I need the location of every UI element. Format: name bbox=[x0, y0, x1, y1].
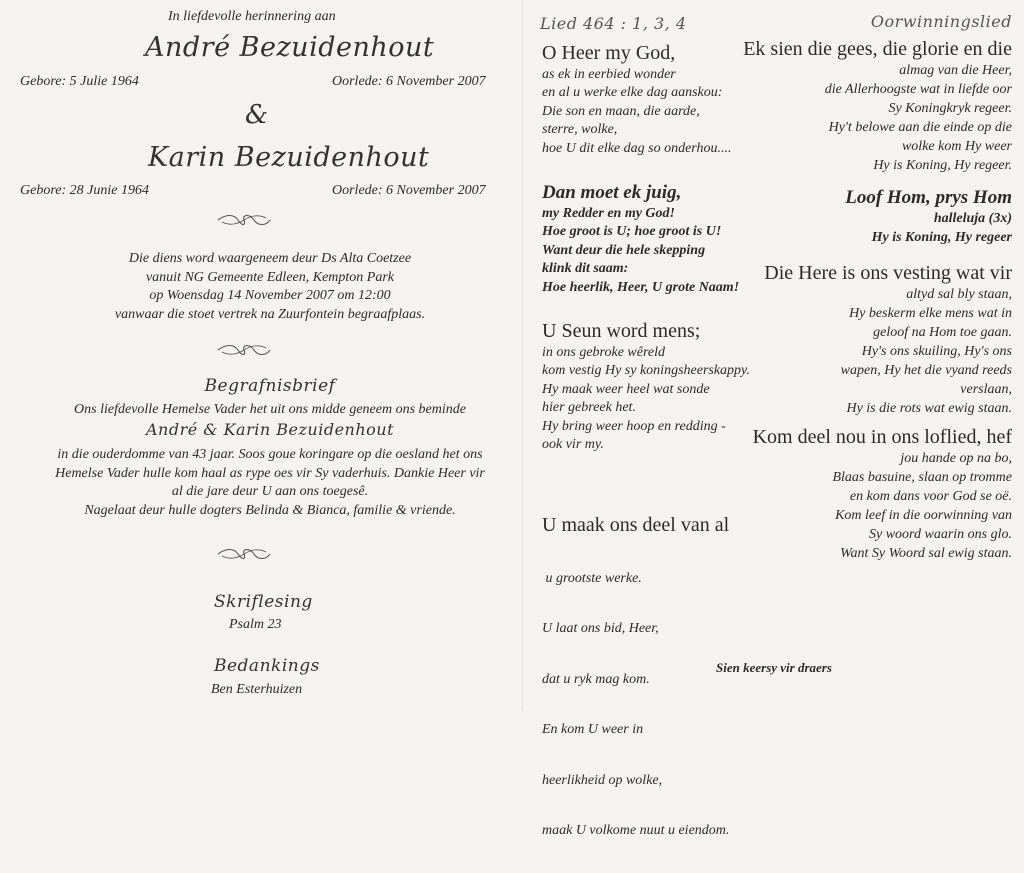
song-line: wolke kom Hy weer bbox=[901, 139, 1012, 154]
funeral-letter-names: André & Karin Bezuidenhout bbox=[145, 420, 395, 439]
hymn-line: Hoe heerlik, Heer, U grote Naam! bbox=[542, 279, 740, 295]
hymn-line: hoe U dit elke dag so onderhou.... bbox=[542, 140, 732, 156]
song-line-text: Kom deel nou in ons loflied, hef bbox=[752, 426, 1012, 448]
song-line-text: Loof Hom, prys Hom bbox=[845, 187, 1012, 208]
song-line bbox=[845, 188, 1012, 209]
thanks-heading: Bedankings bbox=[214, 656, 320, 676]
song-line bbox=[753, 428, 1012, 449]
song-line: almag van die Heer, bbox=[899, 63, 1012, 78]
song-line: Hy's ons skuiling, Hy's ons bbox=[861, 344, 1012, 359]
song-line: Want Sy Woord sal ewig staan. bbox=[840, 546, 1012, 561]
song-line: altyd sal bly staan, bbox=[906, 287, 1012, 302]
memorial-header: In liefdevolle herinnering aan bbox=[168, 9, 336, 24]
hymn-line-text: Dan moet ek juig, bbox=[542, 182, 682, 203]
service-details bbox=[20, 250, 520, 324]
song-line: Hy beskerm elke mens wat in bbox=[849, 306, 1012, 321]
hymn-line: Die son en maan, die aarde, bbox=[542, 103, 700, 119]
hymn-verse-1 bbox=[542, 44, 732, 158]
hymn-line: maak U volkome nuut u eiendom. bbox=[542, 823, 730, 838]
service-line: op Woensdag 14 November 2007 om 12:00 bbox=[149, 288, 391, 303]
song-line bbox=[764, 264, 1012, 285]
funeral-letter-body bbox=[20, 446, 520, 520]
song-line: Hy is Koning, Hy regeer bbox=[871, 230, 1012, 245]
song-line: verslaan, bbox=[960, 382, 1012, 397]
service-line: Die diens word waargeneem deur Ds Alta Coetzee bbox=[128, 251, 412, 266]
hymn-line bbox=[542, 184, 739, 205]
song-line: Blaas basuine, slaan op tromme bbox=[832, 470, 1012, 485]
hymn-line bbox=[542, 44, 732, 66]
hymn-line: Hy bring weer hoop en redding - bbox=[542, 418, 726, 434]
song-line: Kom leef in die oorwinning van bbox=[835, 508, 1012, 523]
hymn-line bbox=[542, 322, 750, 344]
service-line: vanuit NG Gemeente Edleen, Kempton Park bbox=[145, 269, 395, 285]
funeral-body-line: al die jare deur U aan ons toegesê. bbox=[171, 484, 369, 499]
song-line: Hy is Koning, Hy regeer. bbox=[873, 158, 1012, 173]
hymn-line: my Redder en my God! bbox=[542, 205, 675, 221]
funeral-letter-heading: Begrafnisbrief bbox=[204, 376, 336, 396]
victory-verse-2 bbox=[764, 264, 1012, 418]
victory-verse-1 bbox=[743, 40, 1012, 175]
hymn-line: ook vir my. bbox=[542, 437, 604, 452]
victory-verse-3 bbox=[753, 428, 1012, 563]
hymn-title: Lied 464 : 1, 3, 4 bbox=[540, 14, 687, 33]
deceased-name-2: Karin Bezuidenhout bbox=[148, 142, 430, 173]
hymn-line: klink dit saam: bbox=[542, 261, 629, 276]
hymn-line: in ons gebroke wêreld bbox=[542, 344, 665, 360]
song-line: Hy't belowe aan die einde op die bbox=[828, 120, 1012, 135]
born-date-1: Gebore: 5 Julie 1964 bbox=[20, 74, 139, 89]
hymn-line: en al u werke elke dag aanskou: bbox=[542, 85, 723, 100]
song-line bbox=[743, 40, 1012, 61]
hymn-line: heerlikheid op wolke, bbox=[542, 772, 663, 788]
hymn-line-text: O Heer my God, bbox=[542, 42, 676, 64]
hymn-line: dat u ryk mag kom. bbox=[542, 671, 650, 687]
hymn-line: Want deur die hele skepping bbox=[542, 242, 706, 258]
funeral-body-line: Hemelse Vader hulle kom haal as rype oes vir Sy vaderhuis. Dankie Heer vir bbox=[55, 465, 485, 481]
song-line: geloof na Hom toe gaan. bbox=[873, 325, 1012, 340]
song-line-text: Ek sien die gees, die glorie en die bbox=[743, 38, 1012, 60]
ampersand: & bbox=[245, 100, 269, 130]
hymn-line: En kom U weer in bbox=[542, 722, 644, 737]
hymn-chorus bbox=[542, 184, 739, 297]
hymn-line: u grootste werke. bbox=[542, 570, 642, 586]
song-line: jou hande op na bo, bbox=[900, 451, 1012, 466]
flourish-divider-icon bbox=[216, 342, 272, 358]
hymn-line: as ek in eerbied wonder bbox=[542, 66, 676, 82]
hymn-line: kom vestig Hy sy koningsheerskappy. bbox=[542, 363, 750, 378]
hymn-line: hier gebreek het. bbox=[542, 400, 636, 415]
hymn-verse-3 bbox=[542, 484, 729, 873]
page-fold bbox=[522, 0, 523, 710]
song-line-text: Die Here is ons vesting wat vir bbox=[764, 262, 1012, 284]
pallbearers-note: Sien keersy vir draers bbox=[716, 660, 832, 675]
hymn-line-text: U maak ons deel van al bbox=[542, 514, 730, 536]
flourish-divider-icon bbox=[216, 546, 272, 562]
deceased-name-1: André Bezuidenhout bbox=[145, 32, 435, 63]
song-line: die Allerhoogste wat in liefde oor bbox=[824, 82, 1012, 97]
song-line: Sy woord waarin ons glo. bbox=[869, 527, 1012, 542]
song-line: Hy is die rots wat ewig staan. bbox=[846, 401, 1012, 416]
funeral-body-line: Nagelaat deur hulle dogters Belinda & Bianca, familie & vriende. bbox=[84, 502, 456, 518]
hymn-line: Hoe groot is U; hoe groot is U! bbox=[542, 224, 722, 239]
hymn-line: Hy maak weer heel wat sonde bbox=[542, 381, 710, 397]
funeral-body-line: in die ouderdomme van 43 jaar. Soos goue koringare op die oesland het ons bbox=[57, 447, 483, 462]
funeral-letter-intro: Ons liefdevolle Hemelse Vader het uit ons midde geneem ons beminde bbox=[74, 402, 466, 417]
flourish-divider-icon bbox=[216, 212, 272, 228]
hymn-verse-2 bbox=[542, 322, 750, 455]
hymn-line: U laat ons bid, Heer, bbox=[542, 621, 659, 636]
scripture-reading: Psalm 23 bbox=[229, 617, 282, 632]
victory-song-title: Oorwinningslied bbox=[870, 12, 1012, 31]
born-date-2: Gebore: 28 Junie 1964 bbox=[20, 183, 149, 198]
service-line: vanwaar die stoet vertrek na Zuurfontein begraafplaas. bbox=[114, 306, 426, 322]
song-line: wapen, Hy het die vyand reeds bbox=[840, 363, 1012, 378]
song-line: Sy Koningkryk regeer. bbox=[888, 101, 1012, 116]
thanks-name: Ben Esterhuizen bbox=[211, 682, 303, 697]
hymn-line: sterre, wolke, bbox=[542, 122, 618, 137]
victory-chorus bbox=[845, 188, 1012, 247]
song-line: en kom dans voor God se oë. bbox=[849, 489, 1012, 504]
died-date-1: Oorlede: 6 November 2007 bbox=[332, 74, 486, 89]
hymn-line-text: U Seun word mens; bbox=[542, 320, 701, 342]
died-date-2: Oorlede: 6 November 2007 bbox=[332, 183, 486, 198]
hymn-line bbox=[542, 516, 729, 538]
scripture-heading: Skriflesing bbox=[214, 592, 313, 612]
song-line: halleluja (3x) bbox=[933, 211, 1012, 226]
